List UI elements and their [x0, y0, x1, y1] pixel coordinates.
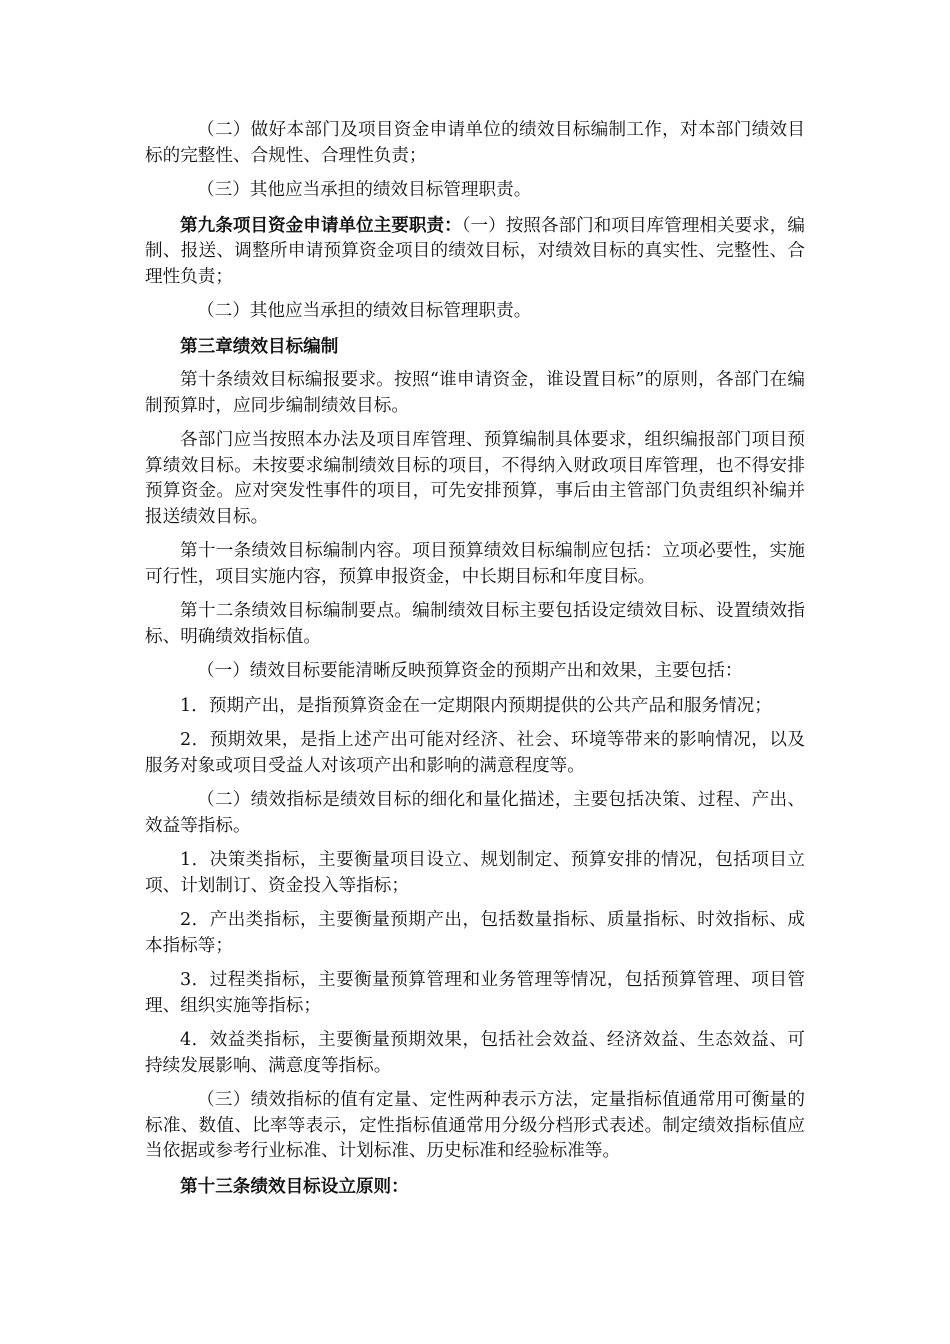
paragraph-article-10: 第十条绩效目标编报要求。按照“谁申请资金，谁设置目标”的原则，各部门在编制预算时，应同步编制绩效目标。	[145, 370, 805, 416]
paragraph-12-item-3: （三）绩效指标的值有定量、定性两种表示方法，定量指标值通常用可衡量的标准、数值、比率等表示，定性指标值通常用分级分档形式表述。制定绩效指标值应当依据或参考行业标准、计划标准、历史标准和经验标准等。	[145, 1090, 805, 1161]
chapter-3-heading: 第三章绩效目标编制	[180, 335, 339, 357]
paragraph-12-item-2: （二）绩效指标是绩效目标的细化和量化描述，主要包括决策、过程、产出、效益等指标。	[145, 790, 805, 836]
article-9-text: （一）按照各部门和项目库管理相关要求，编制、报送、调整所申请预算资金项目的绩效目标，对绩效目标的真实性、完整性、合理性负责；	[145, 215, 805, 287]
paragraph-12-1-2: 2．预期效果，是指上述产出可能对经济、社会、环境等带来的影响情况，以及服务对象或项目受益人对该项产出和影响的满意程度等。	[145, 730, 805, 776]
paragraph-article-13-heading: 第十三条绩效目标设立原则：	[180, 1175, 409, 1197]
paragraph-article-10-detail: 各部门应当按照本办法及项目库管理、预算编制具体要求，组织编报部门项目预算绩效目标。未按要求编制绩效目标的项目，不得纳入财政项目库管理，也不得安排预算资金。应对突发性事件的项目，可先安排预算，事后由主管部门负责组织补编并报送绩效目标。	[145, 430, 805, 527]
paragraph-article-11: 第十一条绩效目标编制内容。项目预算绩效目标编制应包括：立项必要性，实施可行性，项目实施内容，预算申报资金，中长期目标和年度目标。	[145, 541, 805, 587]
paragraph-12-1-1: 1．预期产出，是指预算资金在一定期限内预期提供的公共产品和服务情况；	[180, 695, 772, 716]
paragraph-12-item-1: （一）绩效目标要能清晰反映预算资金的预期产出和效果，主要包括：	[197, 661, 743, 681]
article-9-heading: 第九条项目资金申请单位主要职责：	[180, 214, 462, 236]
paragraph-12-2-2: 2．产出类指标，主要衡量预期产出，包括数量指标、质量指标、时效指标、成本指标等；	[145, 910, 805, 956]
paragraph-12-2-3: 3．过程类指标，主要衡量预算管理和业务管理等情况，包括预算管理、项目管理、组织实施等指标；	[145, 970, 805, 1016]
paragraph-article-9	[145, 213, 805, 291]
paragraph-12-2-1: 1．决策类指标，主要衡量项目设立、规划制定、预算安排的情况，包括项目立项、计划制订、资金投入等指标；	[145, 850, 805, 896]
paragraph-article-12: 第十二条绩效目标编制要点。编制绩效目标主要包括设定绩效目标、设置绩效指标、明确绩效指标值。	[145, 601, 805, 647]
paragraph-dept-duty-2: （二）做好本部门及项目资金申请单位的绩效目标编制工作，对本部门绩效目标的完整性、合规性、合理性负责；	[145, 120, 805, 166]
paragraph-12-2-4: 4．效益类指标，主要衡量预期效果，包括社会效益、经济效益、生态效益、可持续发展影响、满意度等指标。	[145, 1030, 805, 1076]
paragraph-dept-duty-3: （三）其他应当承担的绩效目标管理职责。	[197, 180, 532, 200]
paragraph-applicant-duty-2: （二）其他应当承担的绩效目标管理职责。	[197, 301, 532, 321]
document-page	[145, 118, 805, 1208]
